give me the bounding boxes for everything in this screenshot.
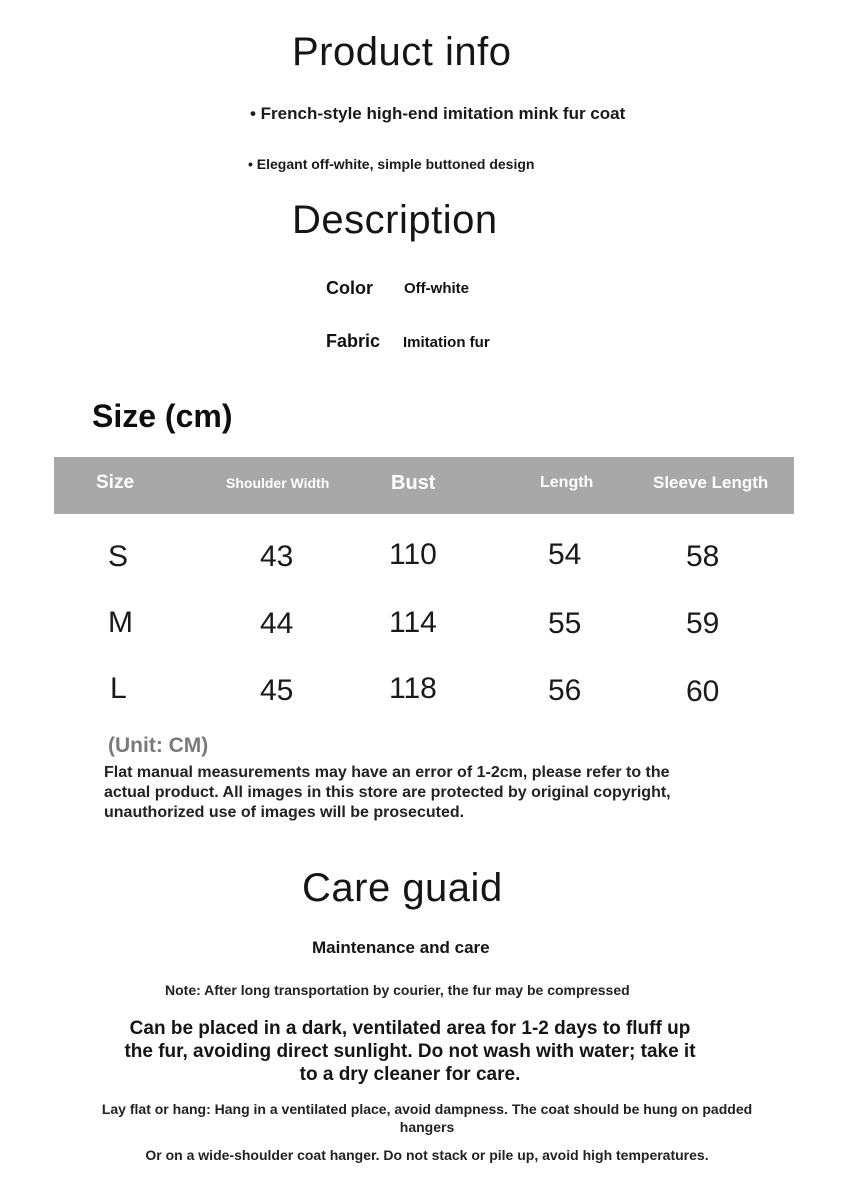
header-length: Length [540, 474, 594, 491]
table-row-m-sleeve: 59 [686, 607, 720, 640]
table-row-l-sleeve: 60 [686, 675, 720, 708]
table-row-s-size: S [108, 540, 129, 573]
measurement-note [104, 763, 754, 823]
header-sleeve-length: Sleeve Length [653, 473, 769, 492]
table-row-m-shoulder: 44 [260, 607, 294, 640]
size-chart-title: Size (cm) [92, 398, 233, 434]
measurement-note-line: actual product. All images in this store are protected by original copyright, [104, 784, 671, 801]
measurement-note-line: Flat manual measurements may have an error of 1-2cm, please refer to the [104, 764, 670, 781]
measurement-note-line: unauthorized use of images will be prosecuted. [104, 804, 465, 821]
table-row-l-bust: 118 [389, 672, 437, 705]
care-instructions-line: Can be placed in a dark, ventilated area for 1-2 days to fluff up [129, 1018, 691, 1039]
product-bullet-1: • French-style high-end imitation mink fur coat [250, 104, 626, 123]
product-info-title: Product info [292, 30, 512, 74]
care-title: Care guaid [302, 866, 503, 910]
fabric-label: Fabric [326, 331, 381, 351]
table-row-s-length: 54 [548, 538, 582, 571]
description-title: Description [292, 198, 498, 242]
care-instructions-line: the fur, avoiding direct sunlight. Do not wash with water; take it [124, 1041, 696, 1062]
header-bust: Bust [391, 472, 436, 494]
storage-instructions: Or on a wide-shoulder coat hanger. Do not stack or pile up, avoid high temperatures. [145, 1147, 709, 1163]
table-row-s-bust: 110 [389, 538, 437, 571]
table-row-s-shoulder: 43 [260, 540, 294, 573]
color-label: Color [326, 278, 373, 298]
care-note: Note: After long transportation by courier, the fur may be compressed [165, 982, 630, 998]
hanging-instructions [40, 1100, 814, 1136]
table-row-l-shoulder: 45 [260, 674, 294, 707]
hanging-instructions-line: hangers [399, 1119, 455, 1135]
care-instructions [60, 1017, 760, 1086]
fabric-value: Imitation fur [403, 334, 490, 351]
table-row-m-size: M [108, 606, 133, 639]
table-row-l-size: L [110, 672, 127, 705]
hanging-instructions-line: Lay flat or hang: Hang in a ventilated place, avoid dampness. The coat should be hung on padded [101, 1101, 753, 1117]
table-row-l-length: 56 [548, 674, 582, 707]
header-size: Size [96, 472, 135, 493]
color-value: Off-white [404, 280, 469, 297]
table-row-s-sleeve: 58 [686, 540, 720, 573]
care-subtitle: Maintenance and care [312, 938, 490, 957]
product-bullet-2: • Elegant off-white, simple buttoned design [248, 156, 535, 172]
table-row-m-length: 55 [548, 607, 582, 640]
size-table-header [54, 457, 794, 514]
table-row-m-bust: 114 [389, 606, 437, 639]
unit-label: (Unit: CM) [108, 734, 209, 757]
care-instructions-line: to a dry cleaner for care. [299, 1064, 521, 1085]
header-shoulder-width: Shoulder Width [226, 475, 330, 491]
